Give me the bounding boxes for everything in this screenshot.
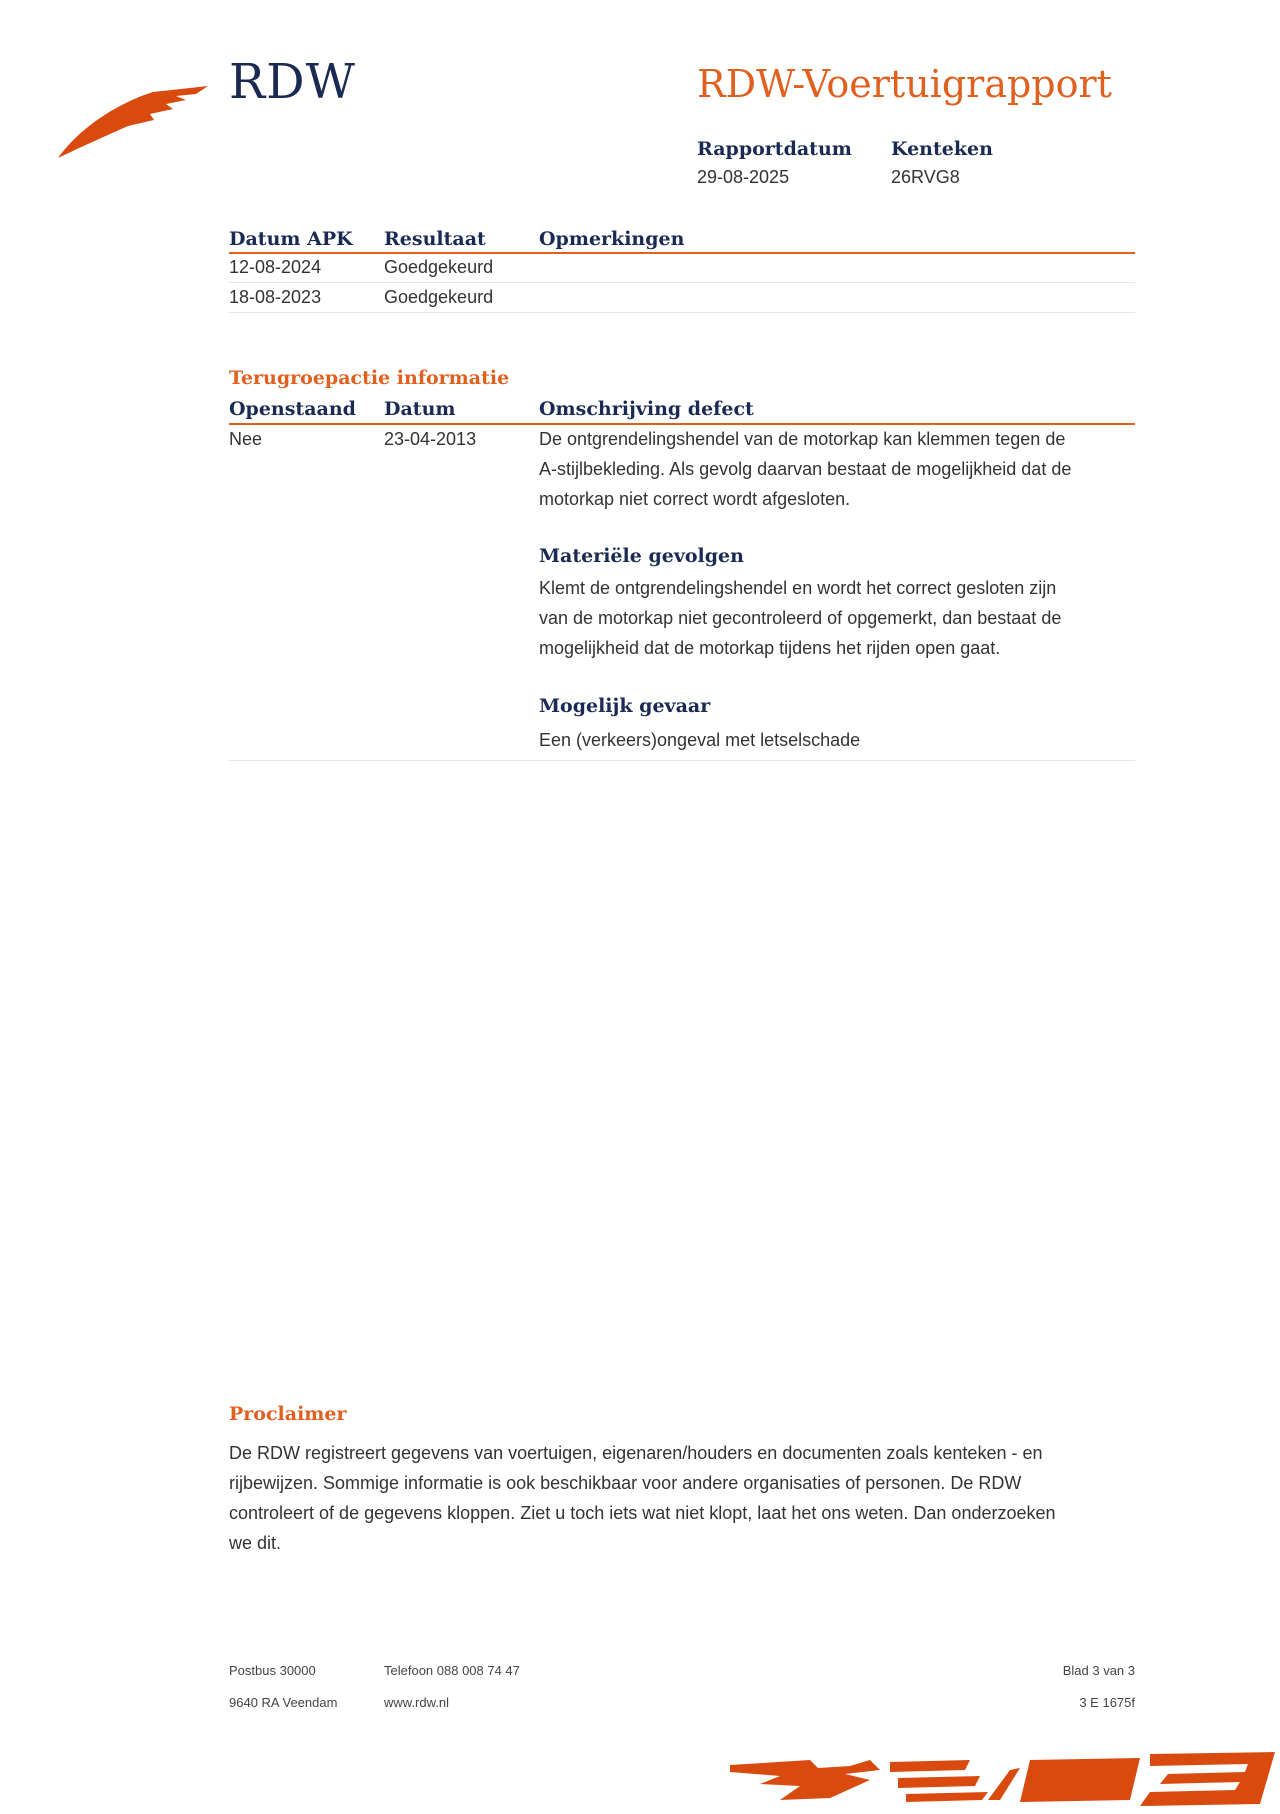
material-consequences-text bbox=[539, 573, 1135, 663]
material-line: Klemt de ontgrendelingshendel en wordt het correct gesloten zijn bbox=[539, 578, 1057, 598]
apk-row-1-date: 12-08-2024 bbox=[229, 257, 322, 277]
footer-postbus: Postbus 30000 bbox=[229, 1663, 316, 1678]
decorative-stripes-icon bbox=[720, 1740, 1280, 1814]
recall-open-value: Nee bbox=[229, 429, 263, 449]
apk-table-bottom-rule bbox=[229, 312, 1135, 313]
logo-text: RDW bbox=[229, 54, 356, 110]
proclaimer-line: controleert of de gegevens kloppen. Ziet u toch iets wat niet klopt, laat het ons weten. Dan onderzoeken bbox=[229, 1503, 1056, 1523]
plate-label: Kenteken bbox=[891, 138, 993, 160]
report-date-label: Rapportdatum bbox=[697, 138, 852, 160]
plate-value: 26RVG8 bbox=[891, 167, 960, 187]
footer-city: 9640 RA Veendam bbox=[229, 1695, 338, 1710]
proclaimer-line: De RDW registreert gegevens van voertuigen, eigenaren/houders en documenten zoals kenteken - en bbox=[229, 1443, 1043, 1463]
apk-row-2-result: Goedgekeurd bbox=[384, 287, 494, 307]
recall-date-value: 23-04-2013 bbox=[384, 429, 477, 449]
recall-section-title: Terugroepactie informatie bbox=[229, 367, 510, 389]
proclaimer-text bbox=[229, 1438, 1149, 1558]
proclaimer-line: rijbewijzen. Sommige informatie is ook beschikbaar voor andere organisaties of personen. De RDW bbox=[229, 1473, 1022, 1493]
proclaimer-line: we dit. bbox=[229, 1533, 282, 1553]
apk-row-divider bbox=[229, 282, 1135, 283]
recall-header-open: Openstaand bbox=[229, 398, 356, 420]
footer-page: Blad 3 van 3 bbox=[1062, 1663, 1135, 1678]
possible-danger-text: Een (verkeers)ongeval met letselschade bbox=[539, 730, 861, 750]
apk-header-result: Resultaat bbox=[384, 228, 486, 250]
apk-row-1-result: Goedgekeurd bbox=[384, 257, 494, 277]
footer-website: www.rdw.nl bbox=[384, 1695, 450, 1710]
report-title: RDW-Voertuigrapport bbox=[697, 62, 1112, 106]
possible-danger-title: Mogelijk gevaar bbox=[539, 695, 711, 717]
defect-line: motorkap niet correct wordt afgesloten. bbox=[539, 489, 851, 509]
recall-defect-description bbox=[539, 424, 1135, 514]
rdw-logo-icon bbox=[58, 80, 208, 160]
apk-header-remarks: Opmerkingen bbox=[539, 228, 685, 250]
footer-phone: Telefoon 088 008 74 47 bbox=[384, 1663, 520, 1678]
apk-header-date: Datum APK bbox=[229, 228, 353, 250]
material-line: van de motorkap niet gecontroleerd of opgemerkt, dan bestaat de bbox=[539, 608, 1062, 628]
recall-header-description: Omschrijving defect bbox=[539, 398, 754, 420]
footer-code: 3 E 1675f bbox=[1079, 1695, 1135, 1710]
recall-header-date: Datum bbox=[384, 398, 456, 420]
apk-header-rule bbox=[229, 252, 1135, 254]
defect-line: De ontgrendelingshendel van de motorkap kan klemmen tegen de bbox=[539, 429, 1066, 449]
material-line: mogelijkheid dat de motorkap tijdens het rijden open gaat. bbox=[539, 638, 1001, 658]
material-consequences-title: Materiële gevolgen bbox=[539, 545, 744, 567]
proclaimer-title: Proclaimer bbox=[229, 1403, 347, 1425]
report-date-value: 29-08-2025 bbox=[697, 167, 790, 187]
apk-row-2-date: 18-08-2023 bbox=[229, 287, 322, 307]
recall-table-bottom-rule bbox=[229, 760, 1135, 761]
defect-line: A-stijlbekleding. Als gevolg daarvan bestaat de mogelijkheid dat de bbox=[539, 459, 1072, 479]
